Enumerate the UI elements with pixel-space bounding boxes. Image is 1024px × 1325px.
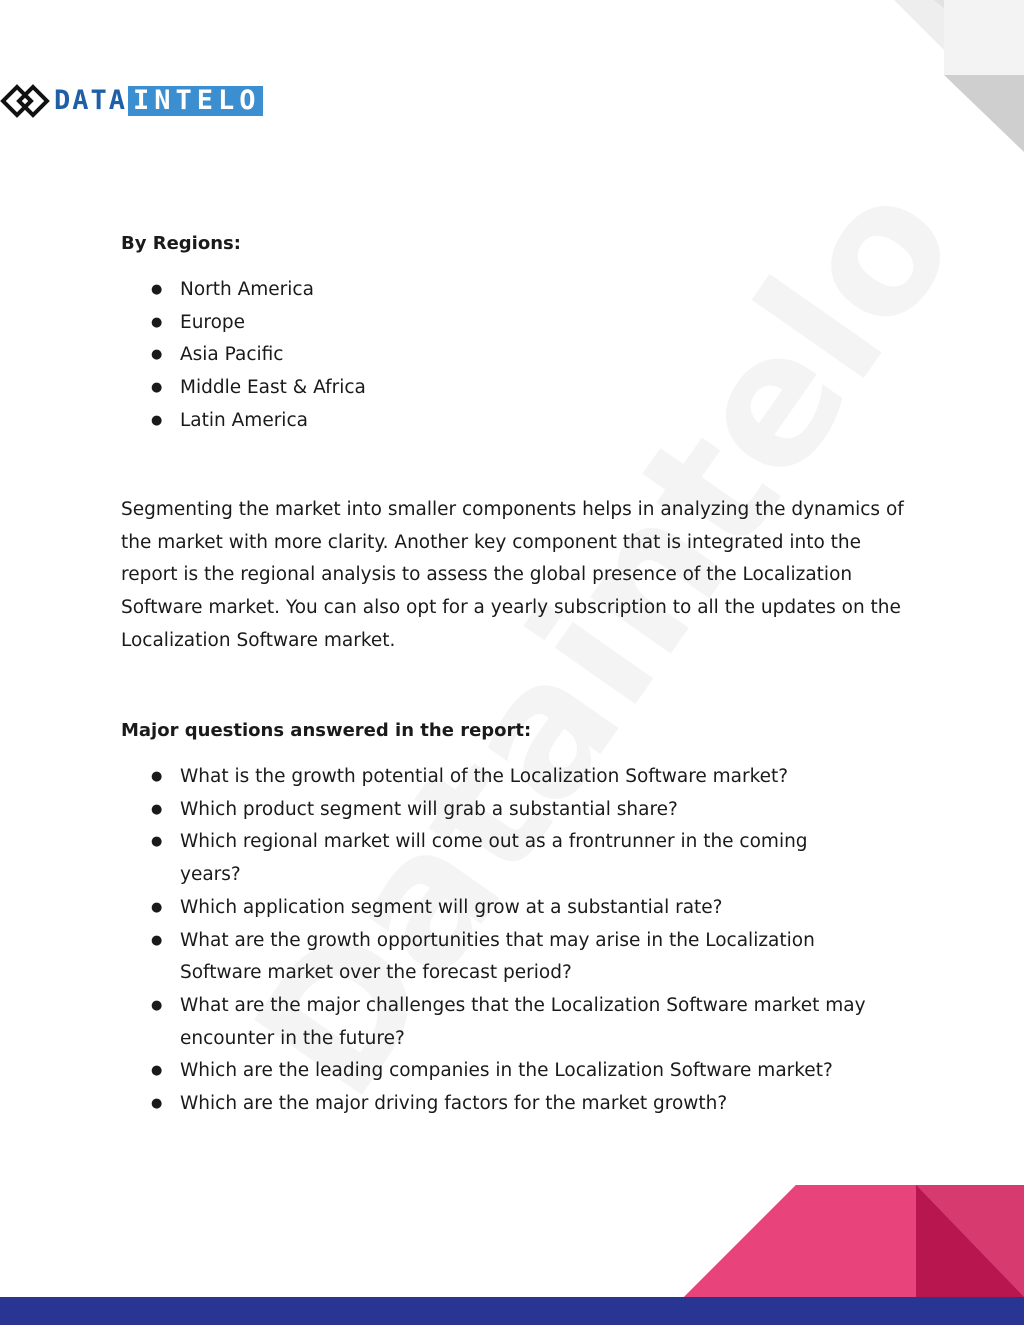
- footer-bar: [0, 1297, 1024, 1325]
- question-item: ● Which are the leading companies in the Localization Software market?: [121, 1055, 911, 1088]
- logo-diamond-icon: [0, 84, 52, 118]
- question-item: ● Which regional market will come out as a frontrunner in the coming years?: [121, 826, 911, 891]
- question-item: ● What are the major challenges that the Localization Software market may encounter in the future?: [121, 990, 911, 1055]
- question-item: ● Which are the major driving factors for the market growth?: [121, 1088, 911, 1121]
- corner-decoration-top: [864, 0, 1024, 160]
- region-item: ● Asia Pacific: [121, 339, 911, 372]
- logo-text-data: DATA: [54, 85, 128, 116]
- region-item: ● North America: [121, 274, 911, 307]
- question-item: ● Which product segment will grab a substantial share?: [121, 794, 911, 827]
- corner-decoration-bottom: [684, 1185, 1024, 1297]
- questions-heading: Major questions answered in the report:: [121, 720, 532, 741]
- regions-list: [121, 274, 911, 438]
- regions-heading: By Regions:: [121, 233, 241, 254]
- region-item: ● Middle East & Africa: [121, 372, 911, 405]
- question-item: ● What is the growth potential of the Localization Software market?: [121, 761, 911, 794]
- segmentation-paragraph: Segmenting the market into smaller components helps in analyzing the dynamics of the market with more clarity. Another key component that is integrated into the report is the regional analysis to assess the global presence of the Localization Software market. You can also opt for a yearly subscription to all the updates on the Localization Software market.: [121, 499, 904, 651]
- logo-text-intelo: INTELO: [128, 86, 263, 116]
- question-item: ● What are the growth opportunities that may arise in the Localization Software market over the forecast period?: [121, 925, 911, 990]
- question-item: ● Which application segment will grow at a substantial rate?: [121, 892, 911, 925]
- region-item: ● Europe: [121, 307, 911, 340]
- region-item: ● Latin America: [121, 405, 911, 438]
- logo: [0, 84, 263, 118]
- questions-list: [121, 761, 911, 1121]
